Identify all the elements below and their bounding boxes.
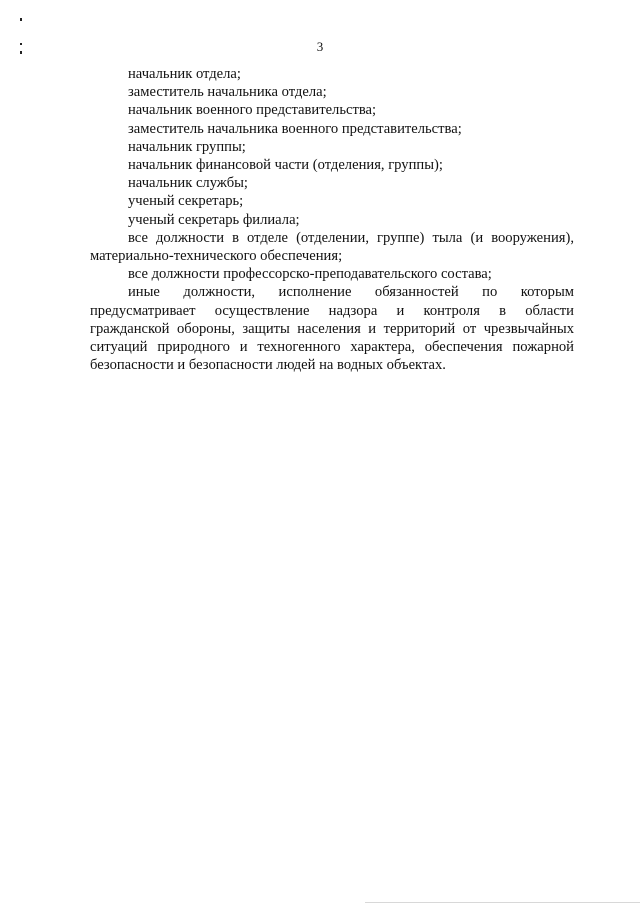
list-item: начальник службы; xyxy=(128,175,248,192)
paragraph-line: безопасности и безопасности людей на водных объектах. xyxy=(90,357,446,374)
paragraph-line: предусматривает осуществление надзора и контроля в области xyxy=(90,302,574,319)
list-item: ученый секретарь филиала; xyxy=(128,211,300,228)
list-item: начальник финансовой части (отделения, группы); xyxy=(128,157,443,174)
paragraph-line: ситуаций природного и техногенного характера, обеспечения пожарной xyxy=(90,339,574,356)
paragraph-line: материально-технического обеспечения; xyxy=(90,248,343,265)
list-item: начальник отдела; xyxy=(128,66,241,82)
list-item: начальник военного представительства; xyxy=(128,102,377,119)
scan-artifact xyxy=(20,18,22,21)
list-item-other-positions xyxy=(90,283,574,374)
list-item: заместитель начальника отдела; xyxy=(128,84,327,101)
list-item-rear-services xyxy=(90,229,574,265)
paragraph-line: гражданской обороны, защиты населения и территорий от чрезвычайных xyxy=(90,320,574,337)
paragraph-line: все должности в отделе (отделении, группе) тыла (и вооружения), xyxy=(128,229,574,246)
page-number: 3 xyxy=(316,39,324,54)
list-item: заместитель начальника военного представительства; xyxy=(128,120,462,137)
document-body xyxy=(90,65,574,374)
list-item: ученый секретарь; xyxy=(128,193,244,210)
scan-edge xyxy=(365,902,640,903)
list-item: все должности профессорско-преподавательского состава; xyxy=(128,266,492,283)
paragraph-line: иные должности, исполнение обязанностей по которым xyxy=(128,284,574,301)
list-item: начальник группы; xyxy=(128,138,246,155)
